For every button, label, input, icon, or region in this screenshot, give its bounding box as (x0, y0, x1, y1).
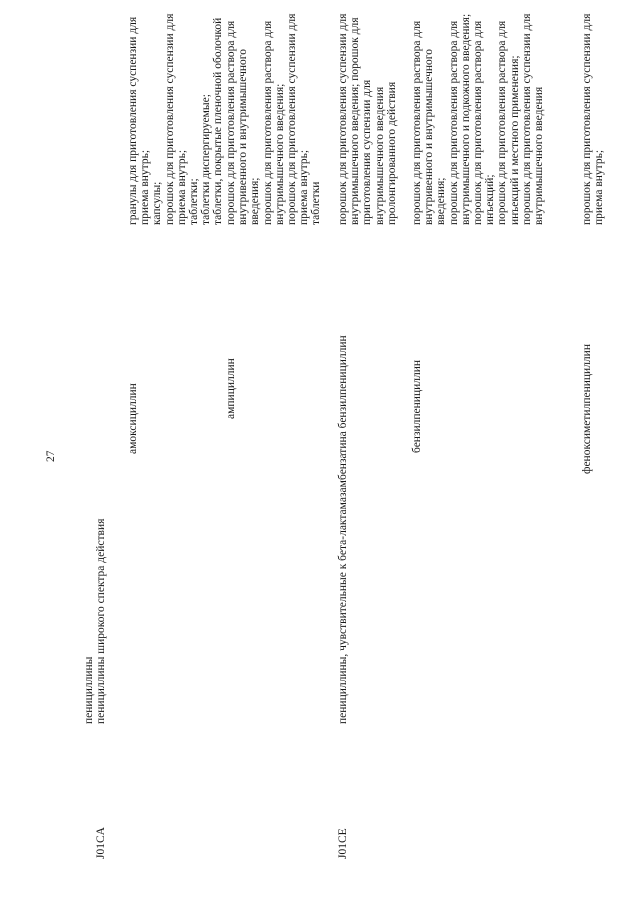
form-line: капсулы; (151, 181, 164, 225)
form-line: таблетки; (188, 178, 201, 225)
form-line: порошок для приготовления раствора для (472, 20, 485, 225)
subgroup-beta-lactamase-sensitive: пенициллины, чувствительные к бета-лактамазам (337, 480, 349, 724)
form-line: внутривенного и внутримышечного (237, 49, 250, 225)
form-line: внутримышечного введения; порошок для (349, 17, 362, 225)
form-line: внутримышечного введения (373, 86, 386, 225)
form-line: приема внутрь; (298, 149, 311, 225)
form-line: приготовления суспензии для (361, 79, 374, 225)
form-line: порошок для приготовления суспензии для (581, 13, 593, 225)
form-line: внутримышечного и подкожного введения; (459, 13, 472, 225)
form-line: введения; (435, 177, 448, 225)
drug-name-benzathine-benzylpenicillin: бензатина бензилпенициллин (337, 335, 349, 480)
form-line: внутримышечного введения; (273, 83, 286, 225)
drug-name-benzylpenicillin: бензилпенициллин (411, 359, 423, 453)
form-line: порошок для приготовления суспензии для (520, 13, 533, 225)
drug-forms-amoxicillin (127, 5, 225, 225)
form-line: порошок для приготовления раствора для (261, 20, 274, 225)
drug-name-phenoxymethylpenicillin: феноксиметилпенициллин (581, 344, 593, 474)
page-number: 27 (45, 450, 57, 462)
drug-forms-benzylpenicillin (411, 5, 545, 225)
form-line: приема внутрь; (139, 149, 152, 225)
drug-name-ampicillin: ампициллин (225, 358, 237, 419)
form-line: таблетки диспергируемые; (200, 94, 213, 225)
form-line: таблетки (310, 181, 323, 225)
form-line: гранулы для приготовления суспензии для (127, 16, 139, 225)
form-line: порошок для приготовления раствора для (447, 20, 460, 225)
drug-name-amoxicillin: амоксициллин (127, 383, 139, 454)
drug-forms-phenoxymethylpenicillin (581, 5, 605, 225)
atc-code-j01ce: J01CE (337, 828, 349, 859)
form-line: инъекций; (484, 174, 497, 225)
drug-forms-ampicillin (225, 5, 323, 225)
group-penicillins: пенициллины (83, 656, 95, 724)
form-line: приема внутрь; (593, 149, 606, 225)
form-line: таблетки, покрытые пленочной оболочкой (212, 17, 225, 225)
atc-code-j01ca: J01CA (95, 827, 107, 859)
form-line: порошок для приготовления суспензии для (163, 13, 176, 225)
form-line: порошок для приготовления суспензии для (337, 13, 349, 225)
form-line: порошок для приготовления суспензии для (286, 13, 299, 225)
form-line: инъекций и местного применения; (508, 55, 521, 225)
form-line: внутривенного и внутримышечного (423, 49, 436, 225)
form-line: пролонгированного действия (385, 81, 398, 225)
drug-forms-benzathine-benzylpenicillin (337, 5, 398, 225)
form-line: приема внутрь; (175, 149, 188, 225)
subgroup-broad-spectrum: пенициллины широкого спектра действия (95, 518, 107, 724)
form-line: порошок для приготовления раствора для (225, 20, 237, 225)
form-line: введения; (249, 177, 262, 225)
form-line: порошок для приготовления раствора для (496, 20, 509, 225)
form-line: внутримышечного введения (533, 86, 546, 225)
form-line: порошок для приготовления раствора для (411, 20, 423, 225)
